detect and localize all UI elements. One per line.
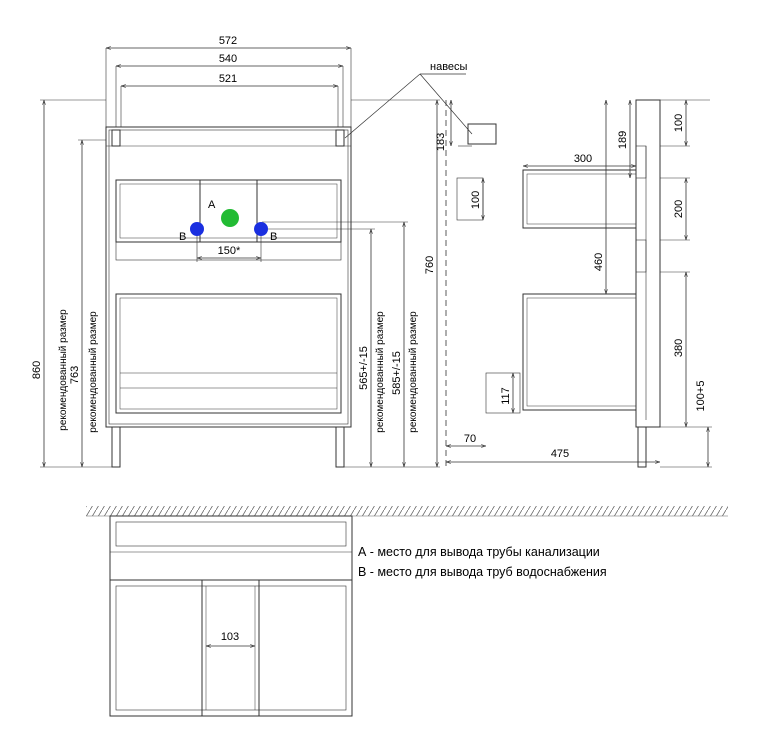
front-pipe-height-dims — [344, 100, 440, 467]
side-cabinet-body — [636, 100, 660, 427]
dim-300: 300 — [573, 153, 593, 165]
dim-860-note: рекомендованный размер — [58, 309, 69, 431]
front-leg-right — [336, 427, 344, 467]
dim-540: 540 — [218, 53, 238, 65]
dim-763: 763 — [69, 365, 81, 385]
floor-hatch — [86, 506, 728, 516]
dim-380: 380 — [673, 338, 685, 358]
dim-763-note: рекомендованный размер — [88, 311, 99, 433]
dim-70: 70 — [463, 433, 477, 445]
legend-a: А - место для вывода трубы канализации — [358, 545, 600, 559]
dim-103: 103 — [220, 631, 240, 643]
dim-100-right: 100 — [673, 113, 685, 133]
front-leg-left — [112, 427, 120, 467]
dim-100-plus-5: 100+5 — [695, 380, 707, 412]
side-view — [446, 100, 660, 467]
hinges-callout — [345, 74, 472, 138]
dim-150: 150* — [217, 245, 241, 257]
point-b-left-label: B — [179, 231, 187, 243]
side-hinge — [468, 124, 496, 144]
point-b-right-water — [254, 222, 268, 236]
point-a-label: A — [208, 199, 216, 211]
front-cabinet-body — [106, 127, 351, 427]
top-view — [110, 516, 352, 716]
point-a-sewer — [221, 209, 239, 227]
dim-183: 183 — [435, 132, 447, 152]
front-height-dims — [40, 100, 112, 467]
front-hinge-left — [112, 130, 120, 146]
legend-b: В - место для вывода труб водоснабжения — [358, 565, 607, 579]
side-upper-drawer — [523, 170, 636, 228]
dim-460: 460 — [593, 252, 605, 272]
dim-200: 200 — [673, 199, 685, 219]
dim-475: 475 — [550, 448, 570, 460]
dim-189: 189 — [617, 130, 629, 150]
dim-760: 760 — [424, 255, 436, 275]
dim-572: 572 — [218, 35, 238, 47]
front-frame-inner — [109, 130, 348, 424]
dim-521: 521 — [218, 73, 238, 85]
side-lower-drawer — [523, 294, 636, 410]
front-hinge-right — [336, 130, 344, 146]
dim-117: 117 — [500, 387, 512, 405]
dim-585: 585+/-15 — [391, 351, 403, 395]
dim-565: 565+/-15 — [358, 346, 370, 390]
dim-100-left: 100 — [470, 190, 482, 210]
front-view — [106, 127, 351, 467]
point-b-right-label: B — [270, 231, 278, 243]
dim-585-note: рекомендованный размер — [408, 311, 419, 433]
side-leg — [638, 427, 646, 467]
front-lower-drawer — [116, 294, 341, 413]
dim-565-note: рекомендованный размер — [375, 311, 386, 433]
dim-860: 860 — [31, 360, 43, 380]
hinges-label: навесы — [430, 61, 468, 73]
point-b-left-water — [190, 222, 204, 236]
